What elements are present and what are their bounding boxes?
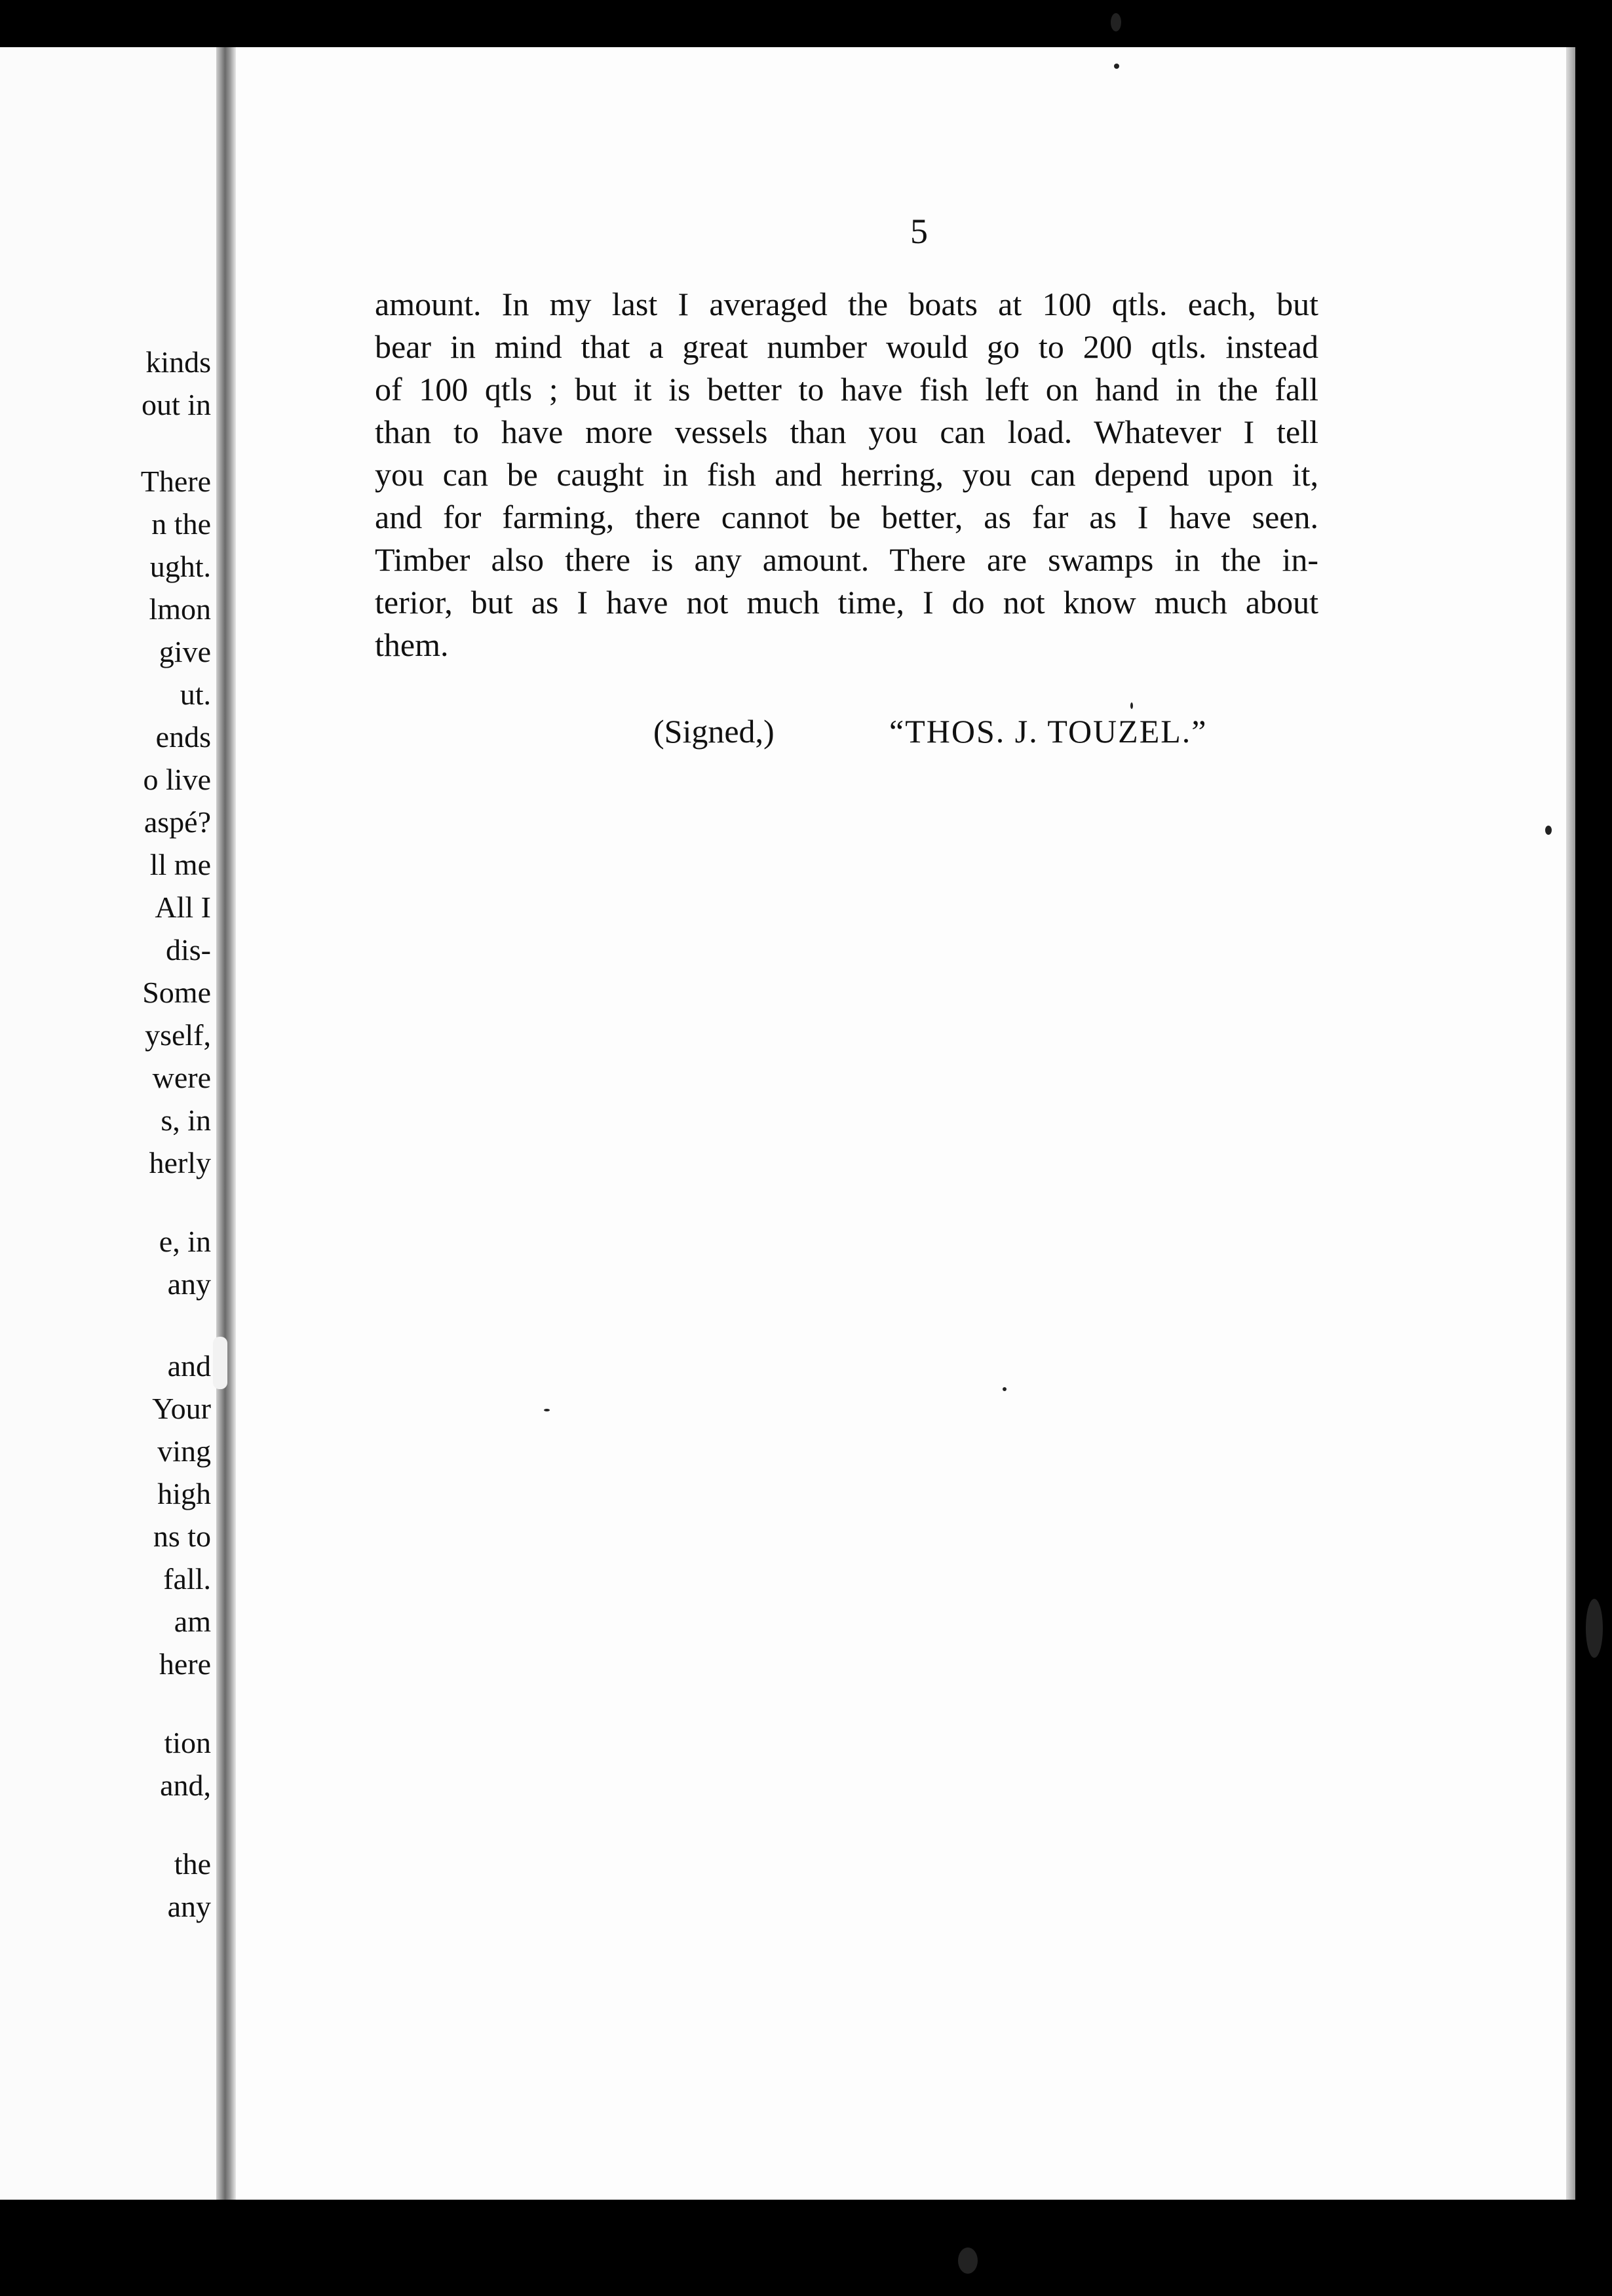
left-page-fragment: give [159,635,211,668]
scan-speck [1114,64,1119,69]
left-page-fragment: and [167,1349,211,1383]
scan-speck [1003,1387,1007,1391]
text-line: than to have more vessels than you can load. Whatever I tell [375,413,1318,450]
text-line: Timber also there is any amount. There are swamps in the in- [375,541,1318,578]
scan-speck [958,2248,978,2274]
left-page-fragment: the [174,1847,211,1881]
scan-speck [1586,1599,1603,1658]
left-page-fragment: ns to [153,1520,211,1553]
left-page-fragment: lmon [149,592,211,626]
signatory-name: “THOS. J. TOUZEL.” [889,713,1208,750]
left-page-fragment: ught. [149,550,211,583]
left-page-fragment: were [152,1061,211,1094]
body-paragraph [375,283,1318,666]
scan-speck [1130,702,1133,709]
left-page-fragment: dis- [166,933,211,966]
left-page-fragment: o live [143,763,211,796]
left-page-fragment: and, [160,1769,211,1802]
left-page-fragment: Your [152,1392,211,1425]
text-line: bear in mind that a great number would go to 200 qtls. instead [375,328,1318,365]
left-page-fragment: e, in [159,1225,211,1258]
left-page-fragment: All I [155,890,211,924]
text-line: you can be caught in fish and herring, you can depend upon it, [375,456,1318,493]
left-page-fragment: am [174,1605,211,1638]
left-page-strip [0,47,216,2200]
left-page-fragment: high [157,1477,211,1510]
left-page-fragment: s, in [161,1103,211,1137]
text-line: amount. In my last I averaged the boats at 100 qtls. each, but [375,286,1318,322]
left-page-fragment: ends [155,720,211,754]
scan-speck [1111,13,1121,31]
spine-tear [213,1337,227,1389]
scan-speck [544,1409,550,1411]
signed-label: (Signed,) [653,713,775,750]
left-page-fragment: tion [164,1726,211,1759]
left-page-fragment: out in [141,388,211,421]
left-page-fragment: aspé? [144,805,211,839]
left-page-fragment: Some [142,976,211,1009]
left-page-fragment: ving [157,1434,211,1468]
left-page-fragment: any [167,1890,211,1923]
left-page-fragment: kinds [145,345,211,379]
current-page [236,47,1566,2200]
book-spine-gutter [216,47,236,2200]
text-line: them. [375,626,449,663]
text-line: of 100 qtls ; but it is better to have fish left on hand in the fall [375,371,1318,408]
left-page-fragment: any [167,1267,211,1301]
left-page-fragment: ut. [180,678,211,711]
page-number: 5 [910,212,928,251]
left-page-fragment: yself, [145,1018,211,1052]
text-line: terior, but as I have not much time, I do not know much about [375,584,1318,621]
left-page-fragment: There [140,465,211,498]
left-page-fragment: n the [151,507,211,541]
text-line: and for farming, there cannot be better, as far as I have seen. [375,499,1318,535]
left-page-fragment: herly [149,1146,211,1179]
left-page-fragment: here [159,1647,211,1681]
page-edge-shadow [1566,47,1575,2200]
left-page-fragment: ll me [149,848,211,881]
scan-speck [1545,826,1552,835]
left-page-fragment: fall. [163,1562,211,1596]
